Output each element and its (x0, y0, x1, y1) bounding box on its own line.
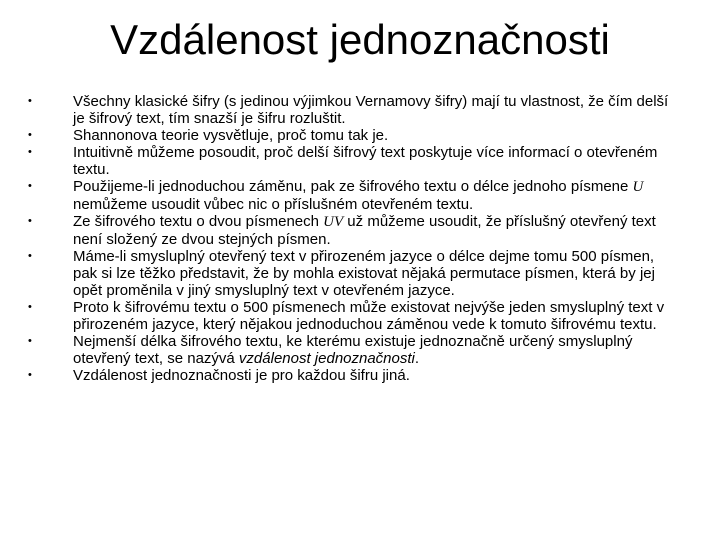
bullet-text: Máme-li smysluplný otevřený text v přirozeném jazyce o délce dejme tomu 500 písmen, pak si lze těžko představit, že by mohla existovat nějaká permutace písmen, která by jej opět proměnila v jiný smysluplný text v otevřeném jazyce. (73, 248, 655, 299)
bullet-list (0, 93, 720, 384)
bullet-text: Všechny klasické šifry (s jedinou výjimkou Vernamovy šifry) mají tu vlastnost, že čím delší je šifrový text, tím snazší je šifru rozluštit. (73, 93, 669, 127)
bullet-text-cont: . (414, 350, 420, 367)
bullet-dot-icon: • (28, 95, 32, 107)
bullet-text-cont: už můžeme usoudit, že příslušný otevřený text není složený ze dvou stejných písmen. (73, 213, 656, 248)
bullet-dot-icon: • (28, 146, 32, 158)
bullet-text: Ze šifrového textu o dvou písmenech (73, 213, 324, 230)
bullet-text: Použijeme-li jednoduchou záměnu, pak ze šifrového textu o délce jednoho písmene (73, 178, 633, 195)
bullet-text: Intuitivně můžeme posoudit, proč delší šifrový text poskytuje více informací o otevřeném textu. (73, 144, 658, 178)
bullet-dot-icon: • (28, 215, 32, 227)
bullet-item (0, 127, 673, 144)
bullet-text: Shannonova teorie vysvětluje, proč tomu tak je. (73, 127, 389, 144)
bullet-item (0, 178, 673, 213)
bullet-dot-icon: • (28, 129, 32, 141)
bullet-dot-icon: • (28, 301, 32, 313)
emphasized-term: vzdálenost jednoznačnosti (238, 350, 415, 367)
math-symbol: U (632, 179, 644, 195)
slide-title: Vzdálenost jednoznačnosti (110, 16, 610, 63)
bullet-dot-icon: • (28, 180, 32, 192)
bullet-item (0, 333, 673, 367)
bullet-dot-icon: • (28, 335, 32, 347)
bullet-text: Proto k šifrovému textu o 500 písmenech může existovat nejvýše jeden smysluplný text v přirozeném jazyce, který nějakou jednoduchou záměnou vede k tomuto šifrovému textu. (73, 299, 665, 333)
bullet-item (0, 248, 673, 299)
bullet-dot-icon: • (28, 369, 32, 381)
bullet-dot-icon: • (28, 250, 32, 262)
bullet-item (0, 93, 673, 127)
math-symbol: UV (323, 214, 344, 230)
bullet-item (0, 299, 673, 333)
bullet-text: Nejmenší délka šifrového textu, ke kterému existuje jednoznačně určený smysluplný otevřený text, se nazývá (73, 333, 633, 367)
bullet-item (0, 213, 673, 248)
bullet-text-cont: nemůžeme usoudit vůbec nic o příslušném otevřeném textu. (73, 196, 474, 213)
bullet-item (0, 144, 673, 178)
bullet-text: Vzdálenost jednoznačnosti je pro každou šifru jiná. (73, 367, 410, 384)
bullet-item (0, 367, 673, 384)
